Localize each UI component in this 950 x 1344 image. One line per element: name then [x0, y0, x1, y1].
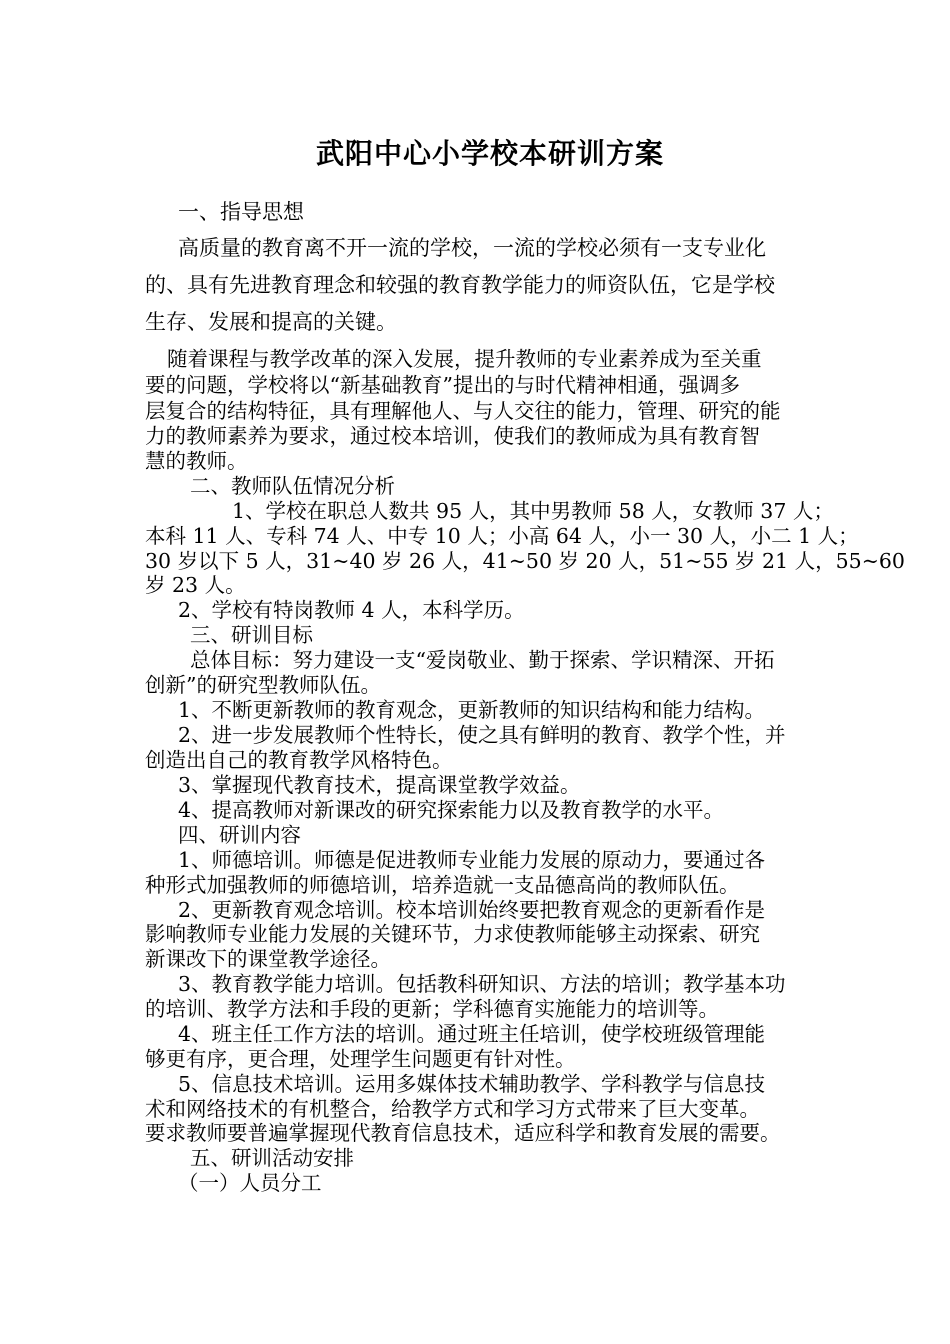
- paragraph-line: 4、提高教师对新课改的研究探索能力以及教育教学的水平。: [178, 798, 725, 822]
- subsection-heading: （一）人员分工: [178, 1171, 322, 1195]
- paragraph-line: 生存、发展和提高的关键。: [145, 310, 397, 334]
- paragraph-line: 层复合的结构特征，具有理解他人、与人交往的能力，管理、研究的能: [145, 399, 781, 423]
- document-title: 武阳中心小学校本研训方案: [315, 137, 664, 170]
- paragraph-line: 要求教师要普遍掌握现代教育信息技术，适应科学和教育发展的需要。: [145, 1121, 781, 1145]
- paragraph-line: 4、班主任工作方法的培训。通过班主任培训，使学校班级管理能: [178, 1022, 766, 1046]
- paragraph-line: 种形式加强教师的师德培训，培养造就一支品德高尚的教师队伍。: [145, 873, 740, 897]
- paragraph-line: 1、不断更新教师的教育观念，更新教师的知识结构和能力结构。: [178, 698, 766, 722]
- paragraph-line: 的培训、教学方法和手段的更新；学科德育实施能力的培训等。: [145, 997, 719, 1021]
- paragraph-line: 新课改下的课堂教学途径。: [145, 947, 391, 971]
- paragraph-line: 总体目标：努力建设一支“爱岗敬业、勤于探索、学识精深、开拓: [190, 648, 775, 672]
- paragraph-line: 高质量的教育离不开一流的学校，一流的学校必须有一支专业化: [178, 236, 766, 260]
- paragraph-line: 要的问题，学校将以“新基础教育”提出的与时代精神相通，强调多: [145, 373, 740, 397]
- paragraph-line: 术和网络技术的有机整合，给教学方式和学习方式带来了巨大变革。: [145, 1097, 760, 1121]
- paragraph-line: 影响教师专业能力发展的关键环节，力求使教师能够主动探索、研究: [145, 922, 760, 946]
- paragraph-line: 30 岁以下 5 人，31~40 岁 26 人，41~50 岁 20 人，51~55 岁 21 人，55~60: [145, 549, 905, 573]
- section-heading-2: 二、教师队伍情况分析: [190, 474, 395, 498]
- paragraph-line: 3、教育教学能力培训。包括教科研知识、方法的培训；教学基本功: [178, 972, 786, 996]
- paragraph-line: 5、信息技术培训。运用多媒体技术辅助教学、学科教学与信息技: [178, 1072, 766, 1096]
- paragraph-line: 1、学校在职总人数共 95 人，其中男教师 58 人，女教师 37 人；: [232, 499, 834, 523]
- paragraph-line: 随着课程与教学改革的深入发展，提升教师的专业素养成为至关重: [167, 347, 762, 371]
- paragraph-line: 的、具有先进教育理念和较强的教育教学能力的师资队伍，它是学校: [145, 273, 775, 297]
- paragraph-line: 慧的教师。: [145, 449, 248, 473]
- paragraph-line: 2、更新教育观念培训。校本培训始终要把教育观念的更新看作是: [178, 898, 766, 922]
- paragraph-line: 2、进一步发展教师个性特长，使之具有鲜明的教育、教学个性，并: [178, 723, 786, 747]
- paragraph-line: 创新”的研究型教师队伍。: [145, 673, 381, 697]
- paragraph-line: 创造出自己的教育教学风格特色。: [145, 748, 453, 772]
- paragraph-line: 2、学校有特岗教师 4 人，本科学历。: [178, 598, 525, 622]
- section-heading-1: 一、指导思想: [178, 200, 304, 224]
- paragraph-line: 力的教师素养为要求，通过校本培训，使我们的教师成为具有教育智: [145, 424, 760, 448]
- section-heading-4: 四、研训内容: [178, 823, 301, 847]
- paragraph-line: 岁 23 人。: [145, 573, 246, 597]
- paragraph-line: 1、师德培训。师德是促进教师专业能力发展的原动力，要通过各: [178, 848, 766, 872]
- paragraph-line: 够更有序，更合理，处理学生问题更有针对性。: [145, 1047, 576, 1071]
- section-heading-5: 五、研训活动安排: [190, 1146, 354, 1170]
- paragraph-line: 本科 11 人、专科 74 人、中专 10 人；小高 64 人，小一 30 人，小二 1 人；: [145, 524, 859, 548]
- paragraph-line: 3、掌握现代教育技术，提高课堂教学效益。: [178, 773, 581, 797]
- section-heading-3: 三、研训目标: [190, 623, 313, 647]
